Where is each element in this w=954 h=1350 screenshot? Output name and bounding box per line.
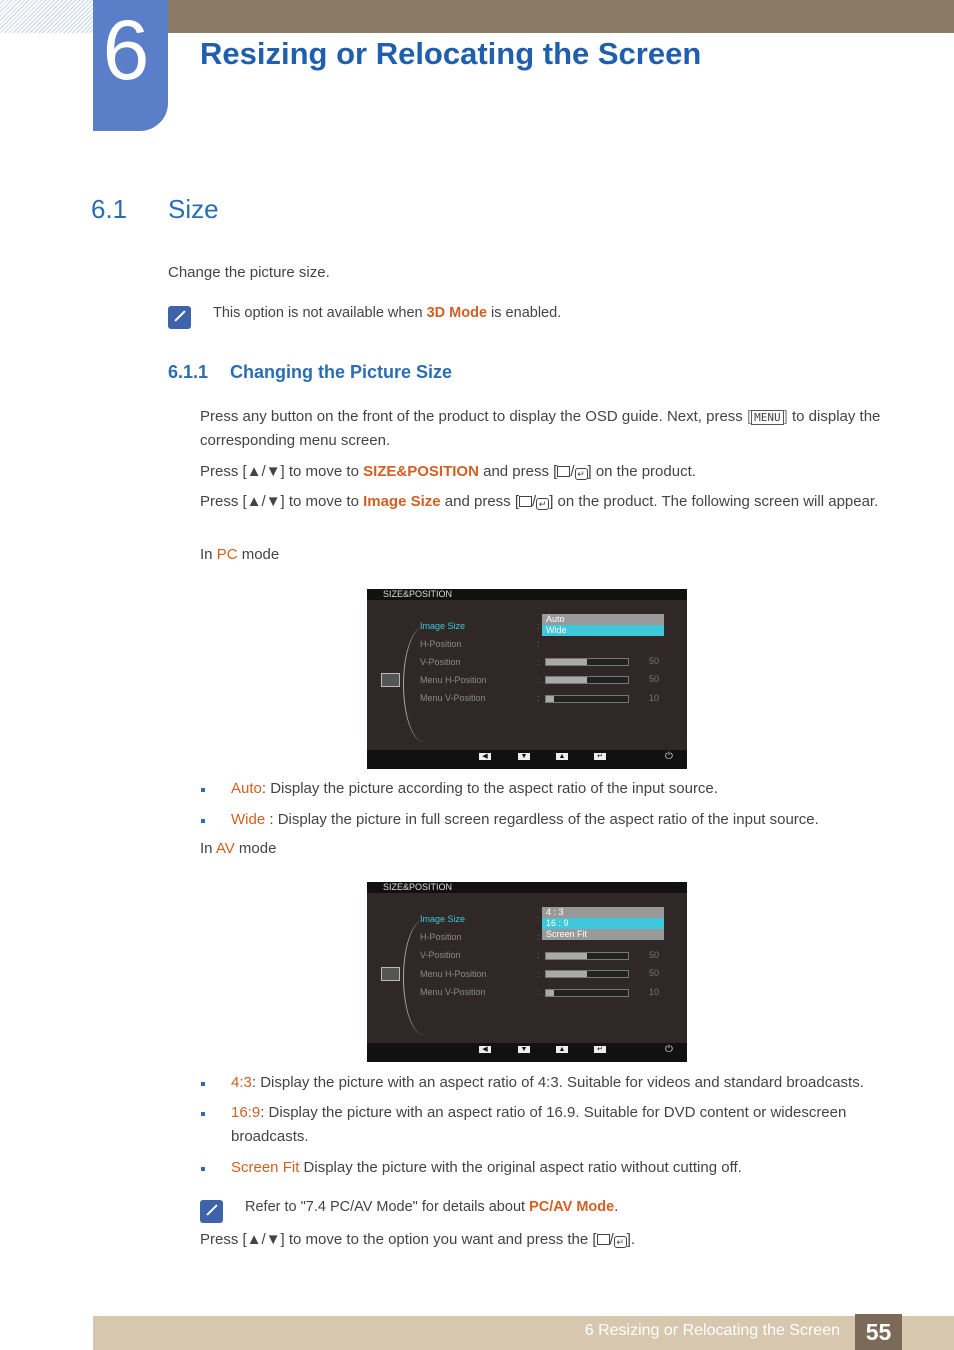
menu-v-position-slider[interactable] — [545, 989, 629, 997]
bullet-4-3 — [231, 1071, 864, 1095]
step-3: Press [▲/▼] to move to Image Size and press [ / ↵ ] on the product. The following screen will appear. — [200, 493, 879, 510]
final-step-text: Press [▲/▼] to move to the option you want and press the [ — [200, 1231, 597, 1248]
step-2-highlight: SIZE&POSITION — [363, 463, 479, 480]
bullet-text: : Display the picture with an aspect ratio of 16.9. Suitable for DVD content or widescreen broadcasts. — [231, 1104, 847, 1145]
pc-mode-post: mode — [237, 546, 280, 563]
source-key-icon — [557, 466, 570, 477]
osd-colon: : — [537, 969, 540, 979]
chapter-title: Resizing or Relocating the Screen — [200, 36, 702, 71]
bullet-text: Display the picture with the original aspect ratio without cutting off. — [299, 1159, 742, 1176]
step-3-text: Press [▲/▼] to move to — [200, 493, 364, 510]
final-step-text-end: ]. — [626, 1231, 636, 1248]
bullet-icon — [201, 1082, 205, 1086]
bullet-term: 16:9 — [231, 1104, 261, 1121]
note-highlight: PC/AV Mode — [529, 1199, 615, 1215]
osd-title: SIZE&POSITION — [383, 589, 453, 599]
option-screen-fit[interactable]: Screen Fit — [546, 929, 588, 939]
osd-item-menu-h-position[interactable]: Menu H-Position — [420, 969, 487, 979]
section-number: 6.1 — [91, 194, 128, 224]
section-intro: Change the picture size. — [168, 264, 330, 281]
bullet-text: : Display the picture according to the aspect ratio of the input source. — [261, 780, 718, 797]
enter-key-icon: ↵ — [614, 1236, 627, 1248]
bullet-auto — [231, 777, 718, 801]
osd-colon: : — [537, 675, 540, 685]
bullet-text: : Display the picture in full screen regardless of the aspect ratio of the input source. — [265, 811, 819, 828]
av-mode-highlight: AV — [215, 840, 235, 857]
bullet-term: 4:3 — [231, 1074, 252, 1091]
down-arrow-icon[interactable]: ▼ — [518, 753, 530, 760]
osd-screen-av — [367, 882, 687, 1062]
osd-colon: : — [537, 932, 540, 942]
footer-chapter-title: 6 Resizing or Relocating the Screen — [584, 1322, 840, 1339]
osd-colon: : — [537, 621, 540, 631]
image-size-dropdown[interactable] — [542, 907, 664, 940]
subsection-number: 6.1.1 — [168, 362, 209, 382]
osd-screen-pc — [367, 589, 687, 769]
pc-mode-pre: In — [200, 546, 217, 563]
osd-item-image-size[interactable]: Image Size — [420, 621, 466, 631]
header-hatch — [0, 0, 93, 33]
chapter-number: 6 — [102, 3, 150, 97]
up-arrow-icon[interactable]: ▲ — [556, 753, 568, 760]
enter-key-icon: ↵ — [536, 498, 549, 510]
option-wide[interactable]: Wide — [542, 625, 664, 636]
enter-icon[interactable]: ↵ — [594, 753, 606, 760]
power-icon[interactable]: ⏻ — [665, 751, 673, 762]
image-size-dropdown[interactable] — [542, 614, 664, 636]
osd-colon: : — [537, 914, 540, 924]
menu-h-position-value: 50 — [649, 968, 660, 978]
note-text: This option is not available when — [213, 305, 427, 321]
note-text-end: . — [614, 1199, 619, 1215]
section-title: Size — [168, 194, 219, 224]
v-position-value: 50 — [649, 656, 660, 666]
osd-item-menu-h-position[interactable]: Menu H-Position — [420, 675, 487, 685]
up-arrow-icon[interactable]: ▲ — [556, 1046, 568, 1053]
size-position-icon — [381, 673, 400, 687]
note-icon — [200, 1200, 223, 1223]
bullet-screen-fit — [231, 1156, 742, 1180]
osd-colon: : — [537, 987, 540, 997]
osd-item-h-position[interactable]: H-Position — [420, 932, 462, 942]
enter-icon[interactable]: ↵ — [594, 1046, 606, 1053]
osd-colon: : — [537, 950, 540, 960]
bullet-icon — [201, 788, 205, 792]
bullet-text: : Display the picture with an aspect ratio of 4:3. Suitable for videos and standard broadcasts. — [251, 1074, 864, 1091]
down-arrow-icon[interactable]: ▼ — [518, 1046, 530, 1053]
left-arrow-icon[interactable]: ◀ — [479, 1046, 491, 1053]
pc-mode-highlight: PC — [216, 546, 238, 563]
bullet-icon — [201, 819, 205, 823]
menu-key-icon: MENU — [751, 410, 784, 425]
menu-v-position-slider[interactable] — [545, 695, 629, 703]
size-position-icon — [381, 967, 400, 981]
note-highlight: 3D Mode — [426, 305, 488, 321]
power-icon[interactable]: ⏻ — [665, 1044, 673, 1055]
step-1-text-end: to display the corresponding menu screen. — [200, 408, 881, 449]
osd-footer — [367, 750, 687, 769]
source-key-icon — [597, 1234, 610, 1245]
step-3-text-end: ] on the product. The following screen will appear. — [549, 493, 879, 510]
source-key-icon — [519, 496, 532, 507]
bullet-term: Wide — [231, 811, 266, 828]
menu-v-position-value: 10 — [649, 987, 660, 997]
step-1: Press any button on the front of the product to display the OSD guide. Next, press [ MENU ] to display the corresponding menu screen. — [200, 408, 881, 449]
subsection-title: Changing the Picture Size — [230, 362, 453, 382]
page-number: 55 — [855, 1314, 902, 1350]
osd-footer — [367, 1043, 687, 1062]
bullet-icon — [201, 1167, 205, 1171]
av-mode-post: mode — [234, 840, 277, 857]
osd-colon: : — [537, 639, 540, 649]
osd-title: SIZE&POSITION — [383, 882, 453, 892]
step-2-text-end: ] on the product. — [587, 463, 696, 480]
step-3-text-mid: and press [ — [440, 493, 520, 510]
v-position-slider[interactable] — [545, 952, 629, 960]
menu-h-position-slider[interactable] — [545, 676, 629, 684]
left-arrow-icon[interactable]: ◀ — [479, 753, 491, 760]
v-position-slider[interactable] — [545, 658, 629, 666]
osd-item-image-size[interactable]: Image Size — [420, 914, 466, 924]
bullet-icon — [201, 1112, 205, 1116]
menu-h-position-value: 50 — [649, 674, 660, 684]
osd-item-menu-v-position[interactable]: Menu V-Position — [420, 987, 486, 997]
bullet-term: Screen Fit — [231, 1159, 300, 1176]
menu-v-position-value: 10 — [649, 693, 660, 703]
bullet-16-9 — [231, 1101, 891, 1149]
option-auto[interactable]: Auto — [546, 614, 565, 624]
step-2: Press [▲/▼] to move to SIZE&POSITION and press [ / ↵ ] on the product. — [200, 463, 696, 480]
step-1-text: Press any button on the front of the product to display the OSD guide. Next, press — [200, 408, 747, 425]
note-pc-av — [245, 1199, 618, 1215]
v-position-value: 50 — [649, 950, 660, 960]
note-text-end: is enabled. — [487, 305, 562, 321]
step-3-highlight: Image Size — [363, 493, 441, 510]
note-icon — [168, 306, 191, 329]
osd-item-v-position[interactable]: V-Position — [420, 657, 461, 667]
osd-item-v-position[interactable]: V-Position — [420, 950, 461, 960]
step-2-text-mid: and press [ — [478, 463, 558, 480]
step-2-text: Press [▲/▼] to move to — [200, 463, 364, 480]
av-mode-pre: In — [200, 840, 216, 857]
option-4-3[interactable]: 4 : 3 — [546, 907, 564, 917]
option-16-9[interactable]: 16 : 9 — [542, 918, 664, 929]
menu-h-position-slider[interactable] — [545, 970, 629, 978]
osd-colon: : — [537, 657, 540, 667]
osd-item-h-position[interactable]: H-Position — [420, 639, 462, 649]
bullet-wide — [231, 808, 819, 832]
note-3d-mode — [213, 305, 561, 321]
bullet-term: Auto — [231, 780, 262, 797]
final-step: Press [▲/▼] to move to the option you want and press the [ / ↵ ]. — [200, 1231, 636, 1248]
osd-colon: : — [537, 693, 540, 703]
osd-item-menu-v-position[interactable]: Menu V-Position — [420, 693, 486, 703]
av-mode-label — [200, 837, 276, 861]
enter-key-icon: ↵ — [575, 468, 588, 480]
pc-mode-label — [200, 543, 279, 567]
note-text: Refer to "7.4 PC/AV Mode" for details about — [245, 1199, 530, 1215]
